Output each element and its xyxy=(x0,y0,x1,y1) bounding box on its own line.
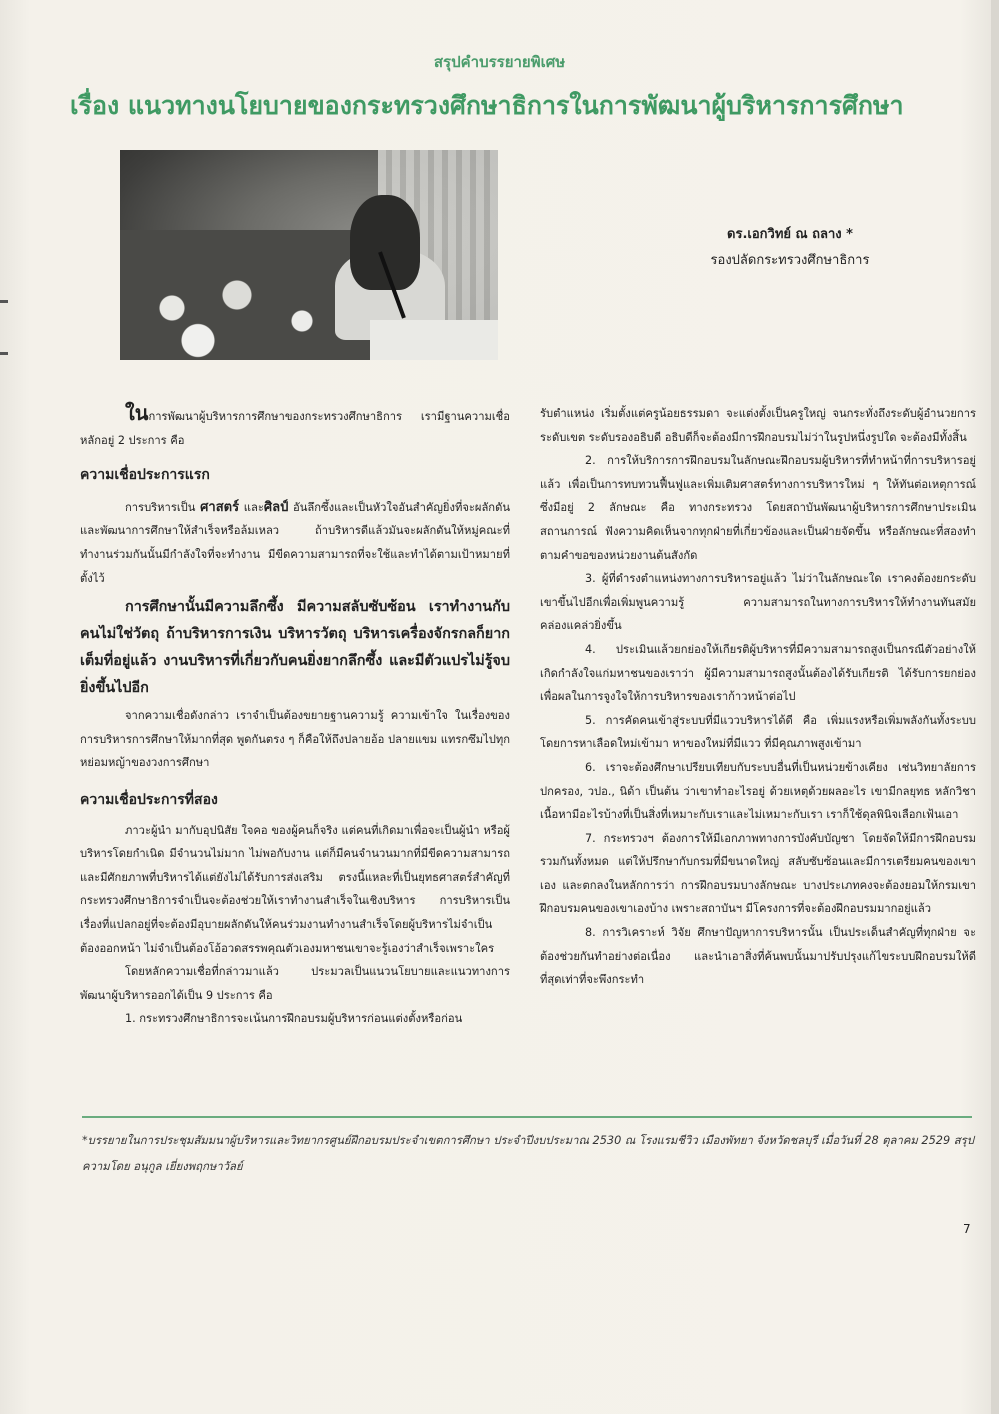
paragraph: จากความเชื่อดังกล่าว เราจำเป็นต้องขยายฐานความรู้ ความเข้าใจ ในเรื่องของการบริหารการศึกษาให้มากที่สุด พูดกันตรง ๆ ก็คือให้ถึงปลายอ้อ ปลายแขม แทรกซึมไปทุกหย่อมหญ้าของวงการศึกษา xyxy=(80,709,510,770)
intro-paragraph: ในการพัฒนาผู้บริหารการศึกษาของกระทรวงศึกษาธิการ เรามีฐานความเชื่อหลักอยู่ 2 ประการ คือ xyxy=(80,401,510,447)
section-heading-second: ความเชื่อประการที่สอง xyxy=(80,791,218,808)
margin-mark xyxy=(0,352,8,355)
list-item: 7. กระทรวงฯ ต้องการให้มีเอกภาพทางการบังคับบัญชา โดยจัดให้มีการฝึกอบรมรวมกันทั้งหมด แต่ให้ปรึกษากับกรมที่มีขนาดใหญ่ สลับซับซ้อนและมีการเตรียมคนของเขาเอง และตกลงในหลักการว่า การฝึกอบรมบางลักษณะ บางประเภทคงจะต้องยอมให้กรมเขาฝึกอบรมคนของเขาเองบ้าง เพราะสถาบันฯ มีโครงการที่จะต้องฝึกอบรมมากอยู่แล้ว xyxy=(540,831,976,916)
list-item: 8. การวิเคราะห์ วิจัย ศึกษาปัญหาการบริหารนั้น เป็นประเด็นสำคัญที่ทุกฝ่าย จะต้องช่วยกันทำอย่างต่อเนื่อง และนำเอาสิ่งที่ค้นพบนั้นมาปรับปรุงแก้ไขระบบฝึกอบรมให้ดีที่สุดเท่าที่จะพึงกระทำ xyxy=(540,926,976,987)
left-column xyxy=(80,402,510,1031)
author-position: รองปลัดกระทรวงศึกษาธิการ xyxy=(710,253,870,268)
author-name: ดร.เอกวิทย์ ณ ถลาง * xyxy=(727,227,853,242)
podium xyxy=(370,320,498,360)
paragraph: การบริหารเป็น ศาสตร์ และศิลป์ อันลึกซึ้งและเป็นหัวใจอันสำคัญยิ่งที่จะผลักดันและพัฒนาการศึกษาให้สำเร็จหรือล้มเหลว ถ้าบริหารดีแล้วมันจะผลักดันให้หมู่คณะที่ทำงานร่วมกันนั้นมีกำลังใจที่จะทำงาน มีขีดความสามารถที่จะใช้และทำได้ตามเป้าหมายที่ตั้งไว้ xyxy=(80,499,510,585)
author-byline xyxy=(640,222,940,274)
speaker-photo xyxy=(120,150,498,360)
emphasis-paragraph: การศึกษานั้นมีความลึกซึ้ง มีความสลับซับซ้อน เราทำงานกับคนไม่ใช่วัตถุ ถ้าบริหารการเงิน บริหารวัตถุ บริหารเครื่องจักรกลก็ยากเต็มที่อยู่แล้ว งานบริหารที่เกี่ยวกับคนยิ่งยากลึกซึ้ง และมีตัวแปรไม่รู้จบยิ่งขึ้นไปอีก xyxy=(80,599,510,697)
list-item: 4. ประเมินแล้วยกย่องให้เกียรติผู้บริหารที่มีความสามารถสูงเป็นกรณีตัวอย่างให้เกิดกำลังใจแก่มหาชนของเราว่า ผู้มีความสามารถสูงนั้นต้องได้รับเกียรติ ได้รับการยกย่อง เพื่อผลในการจูงใจให้การบริหารของเราก้าวหน้าต่อไป xyxy=(540,642,976,704)
paragraph: รับตำแหน่ง เริ่มตั้งแต่ครูน้อยธรรมดา จะแต่งตั้งเป็นครูใหญ่ จนกระทั่งถึงระดับผู้อำนวยการ ระดับเขต ระดับรองอธิบดี อธิบดีก็จะต้องมีการฝึกอบรมไม่ว่าในรูปหนึ่งรูปใด จะต้องมีทั้งสิ้น xyxy=(540,407,976,444)
section-heading-first: ความเชื่อประการแรก xyxy=(80,467,210,484)
paragraph: ภาวะผู้นำ มากับอุปนิสัย ใจคอ ของผู้คนก็จริง แต่คนที่เกิดมาเพื่อจะเป็นผู้นำ หรือผู้บริหารโดยกำเนิด มีจำนวนไม่มาก ไม่พอกับงาน แต่ก็มีคนจำนวนมากที่มีขีดความสามารถและมีศักยภาพที่บริหารได้แต่ยังไม่ได้รับการส่งเสริม ตรงนี้แหละที่เป็นยุทธศาสตร์สำคัญที่กระทรวงศึกษาธิการจำเป็นจะต้องช่วยให้เราทำงานสำเร็จในเชิงบริหาร การบริหารเป็นเรื่องที่แปลกอยู่ที่จะต้องมีอุบายผลักดันให้คนร่วมงานทำงานสำเร็จโดยผู้บริหารไม่จำเป็นต้องออกหน้า ไม่จำเป็นต้องโอ้อวดสรรพคุณตัวเองมหาชนเขาจะรู้เองว่าสำเร็จเพราะใคร xyxy=(80,823,510,955)
right-column xyxy=(540,402,976,992)
footnote-divider xyxy=(82,1116,972,1118)
paragraph: โดยหลักความเชื่อที่กล่าวมาแล้ว ประมวลเป็นแนวนโยบายและแนวทางการพัฒนาผู้บริหารออกได้เป็น 9 ประการ คือ xyxy=(80,965,510,1002)
section-kicker: สรุปคำบรรยายพิเศษ xyxy=(433,53,566,71)
list-item: 2. การให้บริการการฝึกอบรมในลักษณะฝึกอบรมผู้บริหารที่ทำหน้าที่การบริหารอยู่แล้ว เพื่อเป็นการทบทวนฟื้นฟูและเพิ่มเติมศาสตร์ทางการบริหารใหม่ ๆ ให้ทันต่อเหตุการณ์ ซึ่งมีอยู่ 2 ลักษณะ คือ ทางกระทรวง โดยสถาบันพัฒนาผู้บริหารการศึกษาประเมินสถานการณ์ ฟังความคิดเห็นจากทุกฝ่ายที่เกี่ยวข้องและเป็นฝ่ายจัดขึ้น หรือลักษณะที่สองทำตามคำขอของหน่วยงานต้นสังกัด xyxy=(540,454,976,562)
page-number: 7 xyxy=(963,1222,971,1236)
list-item: 1. กระทรวงศึกษาธิการจะเน้นการฝึกอบรมผู้บริหารก่อนแต่งตั้งหรือก่อน xyxy=(125,1012,463,1026)
page-edge-shadow xyxy=(991,0,999,1414)
list-item: 3. ผู้ที่ดำรงตำแหน่งทางการบริหารอยู่แล้ว ไม่ว่าในลักษณะใด เราคงต้องยกระดับเขาขึ้นไปอีกเพื่อเพิ่มพูนความรู้ ความสามารถในทางการบริหารให้ทำงานทันสมัย คล่องแคล่วยิ่งขึ้น xyxy=(540,572,976,633)
speaker-head xyxy=(350,195,420,290)
list-item: 6. เราจะต้องศึกษาเปรียบเทียบกับระบบอื่นที่เป็นหน่วยข้างเคียง เช่นวิทยาลัยการปกครอง, วปอ., นิด้า เป็นต้น ว่าเขาทำอะไรอยู่ ด้วยเหตุด้วยผลอะไร เขามีกลยุทธ หลักวิชา เนื้อหามีอะไรบ้างที่เป็นสิ่งที่เหมาะกับเราและไม่เหมาะกับเรา เราก็ใช้ดุลพินิจเลือกเฟ้นเอา xyxy=(540,760,976,822)
margin-mark xyxy=(0,300,8,303)
article-title: เรื่อง แนวทางนโยบายของกระทรวงศึกษาธิการในการพัฒนาผู้บริหารการศึกษา xyxy=(70,91,904,120)
footnote: *บรรยายในการประชุมสัมมนาผู้บริหารและวิทยากรศูนย์ฝึกอบรมประจำเขตการศึกษา ประจำปีงบประมาณ 2530 ณ โรงแรมชีวิว เมืองพัทยา จังหวัดชลบุรี เมื่อวันที่ 28 ตุลาคม 2529 สรุปความโดย อนุกูล เยี่ยงพฤกษาวัลย์ xyxy=(82,1134,974,1173)
list-item: 5. การคัดคนเข้าสู่ระบบที่มีแววบริหารได้ดี คือ เพิ่มแรงหรือเพิ่มพลังกันทั้งระบบ โดยการหาเลือดใหม่เข้ามา หาของใหม่ที่มีแวว ที่มีคุณภาพสูงเข้ามา xyxy=(540,713,976,751)
dropcap-word: ใน xyxy=(125,401,149,425)
